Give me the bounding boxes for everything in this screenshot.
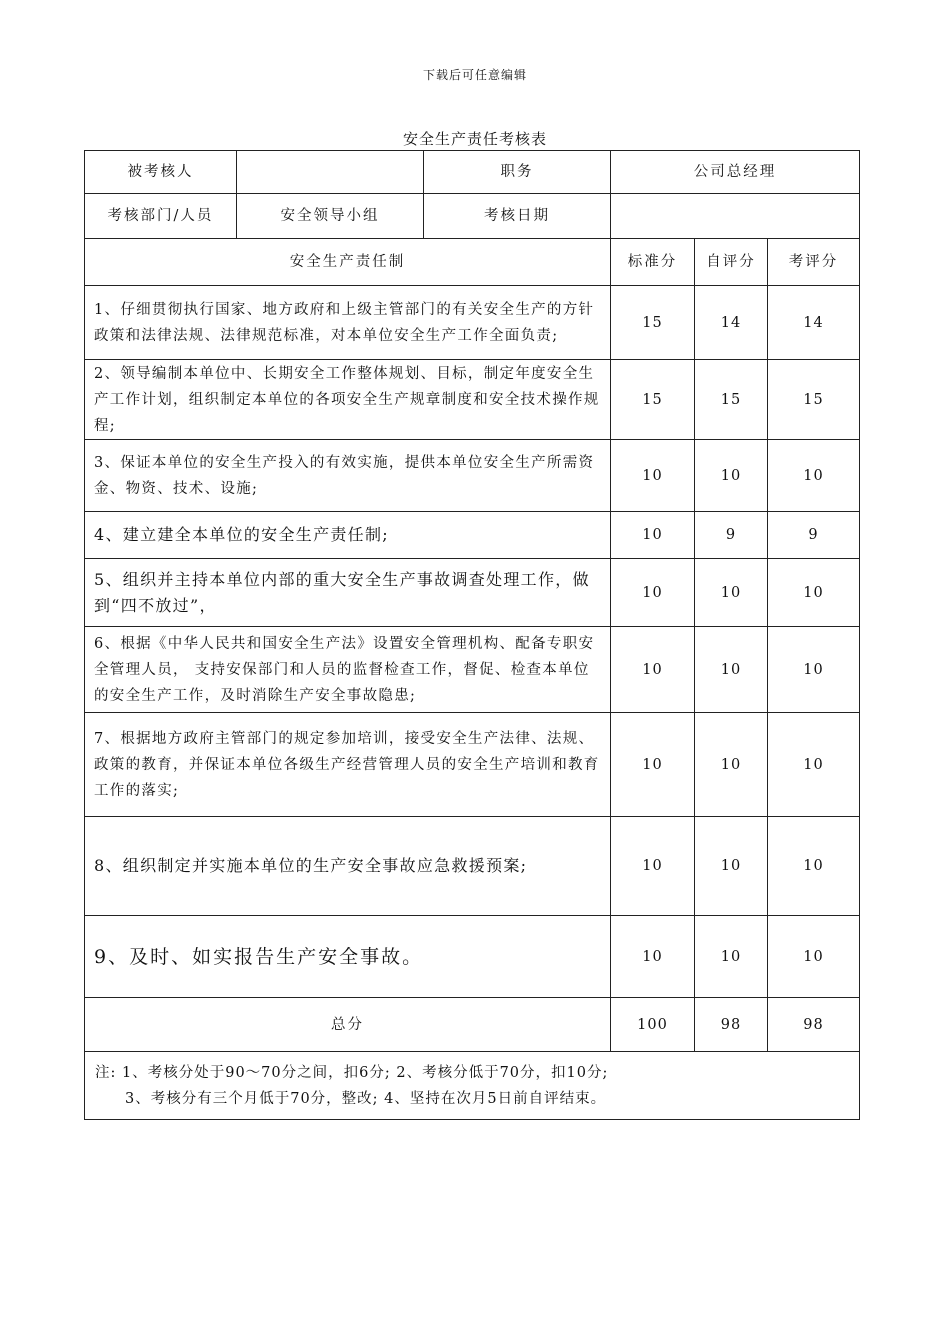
table-row — [85, 360, 860, 440]
assess-score-4: 9 — [768, 512, 860, 559]
self-score-5: 10 — [695, 559, 768, 627]
assessment-table — [84, 150, 860, 1120]
assess-score-3: 10 — [768, 440, 860, 512]
table-row — [85, 916, 860, 998]
dept-value: 安全领导小组 — [237, 194, 424, 239]
duty-item-9: 9、及时、如实报告生产安全事故。 — [85, 916, 611, 998]
duty-item-5: 5、组织并主持本单位内部的重大安全生产事故调查处理工作，做到“四不放过”， — [85, 559, 611, 627]
self-score-7: 10 — [695, 713, 768, 817]
duty-item-2: 2、领导编制本单位中、长期安全工作整体规划、目标，制定年度安全生产工作计划，组织制定本单位的各项安全生产规章制度和安全技术操作规程; — [85, 360, 611, 440]
assess-score-5: 10 — [768, 559, 860, 627]
examinee-label: 被考核人 — [85, 151, 237, 194]
assess-score-2: 15 — [768, 360, 860, 440]
table-row — [85, 559, 860, 627]
table-row — [85, 713, 860, 817]
standard-score-4: 10 — [611, 512, 695, 559]
note-line-1: 注: 1、考核分处于90～70分之间，扣6分; 2、考核分低于70分，扣10分; — [95, 1064, 609, 1081]
self-score-3: 10 — [695, 440, 768, 512]
notes-cell — [85, 1052, 860, 1120]
total-self-score: 98 — [695, 998, 768, 1052]
assess-score-8: 10 — [768, 817, 860, 916]
position-label: 职务 — [424, 151, 611, 194]
standard-score-8: 10 — [611, 817, 695, 916]
notes-row — [85, 1052, 860, 1120]
table-row — [85, 512, 860, 559]
self-score-1: 14 — [695, 286, 768, 360]
self-score-2: 15 — [695, 360, 768, 440]
total-assess-score: 98 — [768, 998, 860, 1052]
table-row — [85, 286, 860, 360]
self-score-4: 9 — [695, 512, 768, 559]
standard-score-5: 10 — [611, 559, 695, 627]
self-score-8: 10 — [695, 817, 768, 916]
position-value: 公司总经理 — [611, 151, 860, 194]
assess-score-6: 10 — [768, 627, 860, 713]
duty-item-3: 3、保证本单位的安全生产投入的有效实施，提供本单位安全生产所需资金、物资、技术、设施; — [85, 440, 611, 512]
standard-score-1: 15 — [611, 286, 695, 360]
self-column-header: 自评分 — [695, 239, 768, 286]
duty-item-6: 6、根据《中华人民共和国安全生产法》设置安全管理机构、配备专职安全管理人员， 支持安保部门和人员的监督检查工作，督促、检查本单位的安全生产工作，及时消除生产安全事故隐患; — [85, 627, 611, 713]
table-row — [85, 817, 860, 916]
assess-score-9: 10 — [768, 916, 860, 998]
duty-item-4: 4、建立建全本单位的安全生产责任制; — [85, 512, 611, 559]
duty-column-header: 安全生产责任制 — [85, 239, 611, 286]
note-line-2: 3、考核分有三个月低于70分，整改; 4、坚持在次月5日前自评结束。 — [125, 1090, 607, 1107]
total-row — [85, 998, 860, 1052]
total-standard-score: 100 — [611, 998, 695, 1052]
total-label: 总分 — [85, 998, 611, 1052]
assess-score-7: 10 — [768, 713, 860, 817]
assess-score-1: 14 — [768, 286, 860, 360]
date-value — [611, 194, 860, 239]
header-note: 下载后可任意编辑 — [422, 68, 527, 82]
document-title: 安全生产责任考核表 — [402, 130, 547, 148]
dept-label: 考核部门/人员 — [85, 194, 237, 239]
duty-item-8: 8、组织制定并实施本单位的生产安全事故应急救援预案; — [85, 817, 611, 916]
standard-score-7: 10 — [611, 713, 695, 817]
standard-score-6: 10 — [611, 627, 695, 713]
standard-column-header: 标准分 — [611, 239, 695, 286]
assess-column-header: 考评分 — [768, 239, 860, 286]
duty-item-7: 7、根据地方政府主管部门的规定参加培训，接受安全生产法律、法规、政策的教育，并保证本单位各级生产经营管理人员的安全生产培训和教育工作的落实; — [85, 713, 611, 817]
self-score-9: 10 — [695, 916, 768, 998]
standard-score-2: 15 — [611, 360, 695, 440]
duty-item-1: 1、仔细贯彻执行国家、地方政府和上级主管部门的有关安全生产的方针政策和法律法规、法律规范标准，对本单位安全生产工作全面负责; — [85, 286, 611, 360]
table-row — [85, 440, 860, 512]
standard-score-9: 10 — [611, 916, 695, 998]
date-label: 考核日期 — [424, 194, 611, 239]
self-score-6: 10 — [695, 627, 768, 713]
info-row-1 — [85, 151, 860, 194]
table-row — [85, 627, 860, 713]
standard-score-3: 10 — [611, 440, 695, 512]
info-row-2 — [85, 194, 860, 239]
examinee-value — [237, 151, 424, 194]
column-header-row — [85, 239, 860, 286]
